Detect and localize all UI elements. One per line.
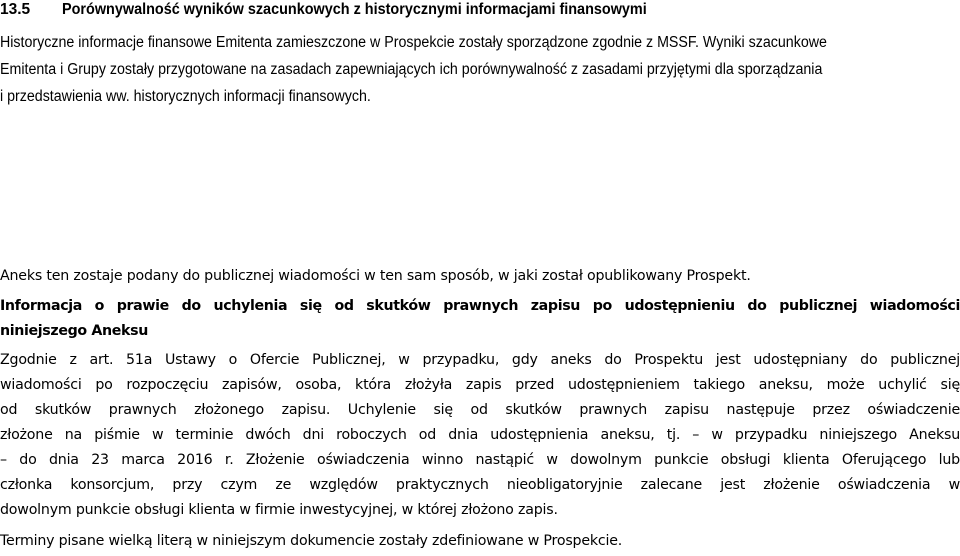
section-paragraph-line: i przedstawienia ww. historycznych informacji finansowych. xyxy=(0,88,371,105)
annex-body-line: dowolnym punkcie obsługi klienta w firmie inwestycyjnej, w której złożono zapis. xyxy=(0,502,558,518)
annex-intro: Aneks ten zostaje podany do publicznej wiadomości w ten sam sposób, w jaki został opublikowany Prospekt. xyxy=(0,268,751,284)
section-paragraph-line: Emitenta i Grupy zostały przygotowane na zasadach zapewniających ich porównywalność z zasadami przyjętymi dla sporządzania xyxy=(0,61,823,78)
annex-body-line: członka konsorcjum, przy czym ze względów praktycznych nieobligatoryjnie zalecane jest złożenie oświadczenia w xyxy=(0,477,960,493)
annex-body-line: od skutków prawnych złożonego zapisu. Uchylenie się od skutków prawnych zapisu następuje przez oświadczenie xyxy=(0,402,960,418)
terms-note: Terminy pisane wielką literą w niniejszym dokumencie zostały zdefiniowane w Prospekcie. xyxy=(0,533,623,549)
section-heading xyxy=(0,0,960,22)
annex-body-line: – do dnia 23 marca 2016 r. Złożenie oświadczenia winno nastąpić w dowolnym punkcie obsługi klienta Oferującego lub xyxy=(0,452,960,468)
section-paragraph-line: Historyczne informacje finansowe Emitenta zamieszczone w Prospekcie zostały sporządzone zgodnie z MSSF. Wyniki szacunkowe xyxy=(0,34,827,51)
info-heading-line: niniejszego Aneksu xyxy=(0,323,148,339)
section-number: 13.5 xyxy=(0,1,31,18)
annex-body-line: wiadomości po rozpoczęciu zapisów, osoba, która złożyła zapis przed udostępnieniem takiego aneksu, może uchylić się xyxy=(0,377,960,393)
section-title: Porównywalność wyników szacunkowych z historycznymi informacjami finansowymi xyxy=(62,1,647,18)
info-heading-line: Informacja o prawie do uchylenia się od skutków prawnych zapisu po udostępnieniu do publicznej wiadomości xyxy=(0,298,960,314)
annex-body-line: złożone na piśmie w terminie dwóch dni roboczych od dnia udostępnienia aneksu, tj. – w przypadku niniejszego Aneksu xyxy=(0,427,960,443)
annex-body-line: Zgodnie z art. 51a Ustawy o Ofercie Publicznej, w przypadku, gdy aneks do Prospektu jest udostępniany do publicznej xyxy=(0,352,960,368)
